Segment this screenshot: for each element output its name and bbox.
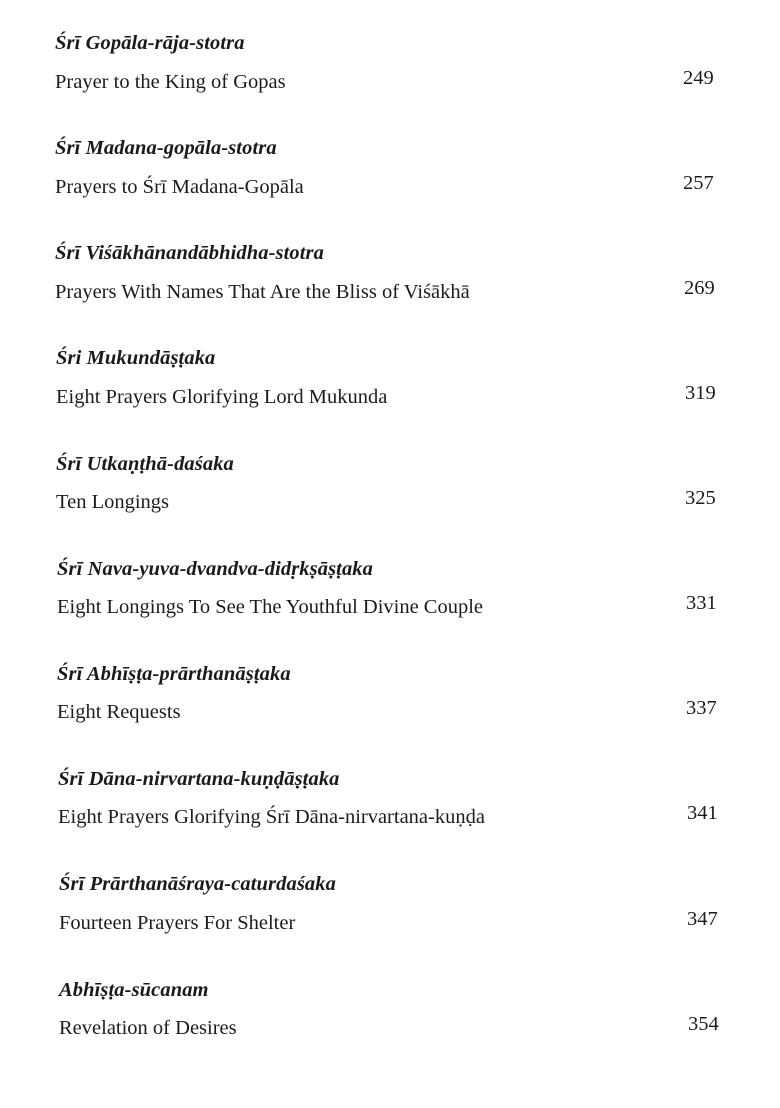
entry-subtitle: Eight Prayers Glorifying Śrī Dāna-nirvartana-kuṇḍa — [58, 806, 485, 828]
entry-page-number: 354 — [688, 1013, 719, 1035]
entry-page-number: 337 — [686, 697, 717, 719]
entry-page-number: 257 — [683, 172, 714, 194]
entry-subtitle: Prayer to the King of Gopas — [55, 71, 286, 93]
entry-subtitle: Ten Longings — [56, 491, 170, 513]
entry-subtitle: Prayers With Names That Are the Bliss of Viśākhā — [55, 281, 470, 303]
entry-title: Śrī Prārthanāśraya-caturdaśaka — [59, 873, 336, 895]
entry-subtitle: Fourteen Prayers For Shelter — [59, 912, 296, 934]
entry-page-number: 269 — [684, 277, 715, 299]
entry-title: Śrī Abhīṣṭa-prārthanāṣṭaka — [57, 663, 291, 685]
entry-page-number: 325 — [685, 487, 716, 509]
entry-title: Śrī Madana-gopāla-stotra — [55, 137, 277, 159]
entry-page-number: 347 — [687, 908, 718, 930]
entry-title: Śrī Gopāla-rāja-stotra — [55, 32, 245, 54]
entry-title: Śrī Viśākhānandābhidha-stotra — [55, 242, 324, 264]
entry-subtitle: Eight Longings To See The Youthful Divine Couple — [57, 596, 484, 618]
entry-page-number: 319 — [685, 382, 716, 404]
entry-subtitle: Prayers to Śrī Madana-Gopāla — [55, 176, 304, 198]
entry-title: Abhīṣṭa-sūcanam — [59, 979, 209, 1001]
entry-page-number: 249 — [683, 67, 714, 89]
entry-page-number: 341 — [687, 802, 718, 824]
entry-title: Śrī Utkaṇṭhā-daśaka — [56, 453, 234, 475]
entry-title: Śrī Dāna-nirvartana-kuṇḍāṣṭaka — [58, 768, 340, 790]
entry-subtitle: Eight Requests — [57, 701, 181, 723]
entry-title: Śrī Nava-yuva-dvandva-didṛkṣāṣṭaka — [57, 558, 374, 580]
entry-title: Śri Mukundāṣṭaka — [56, 347, 216, 369]
entry-page-number: 331 — [686, 592, 717, 614]
entry-subtitle: Revelation of Desires — [59, 1017, 237, 1039]
entry-subtitle: Eight Prayers Glorifying Lord Mukunda — [56, 386, 388, 408]
